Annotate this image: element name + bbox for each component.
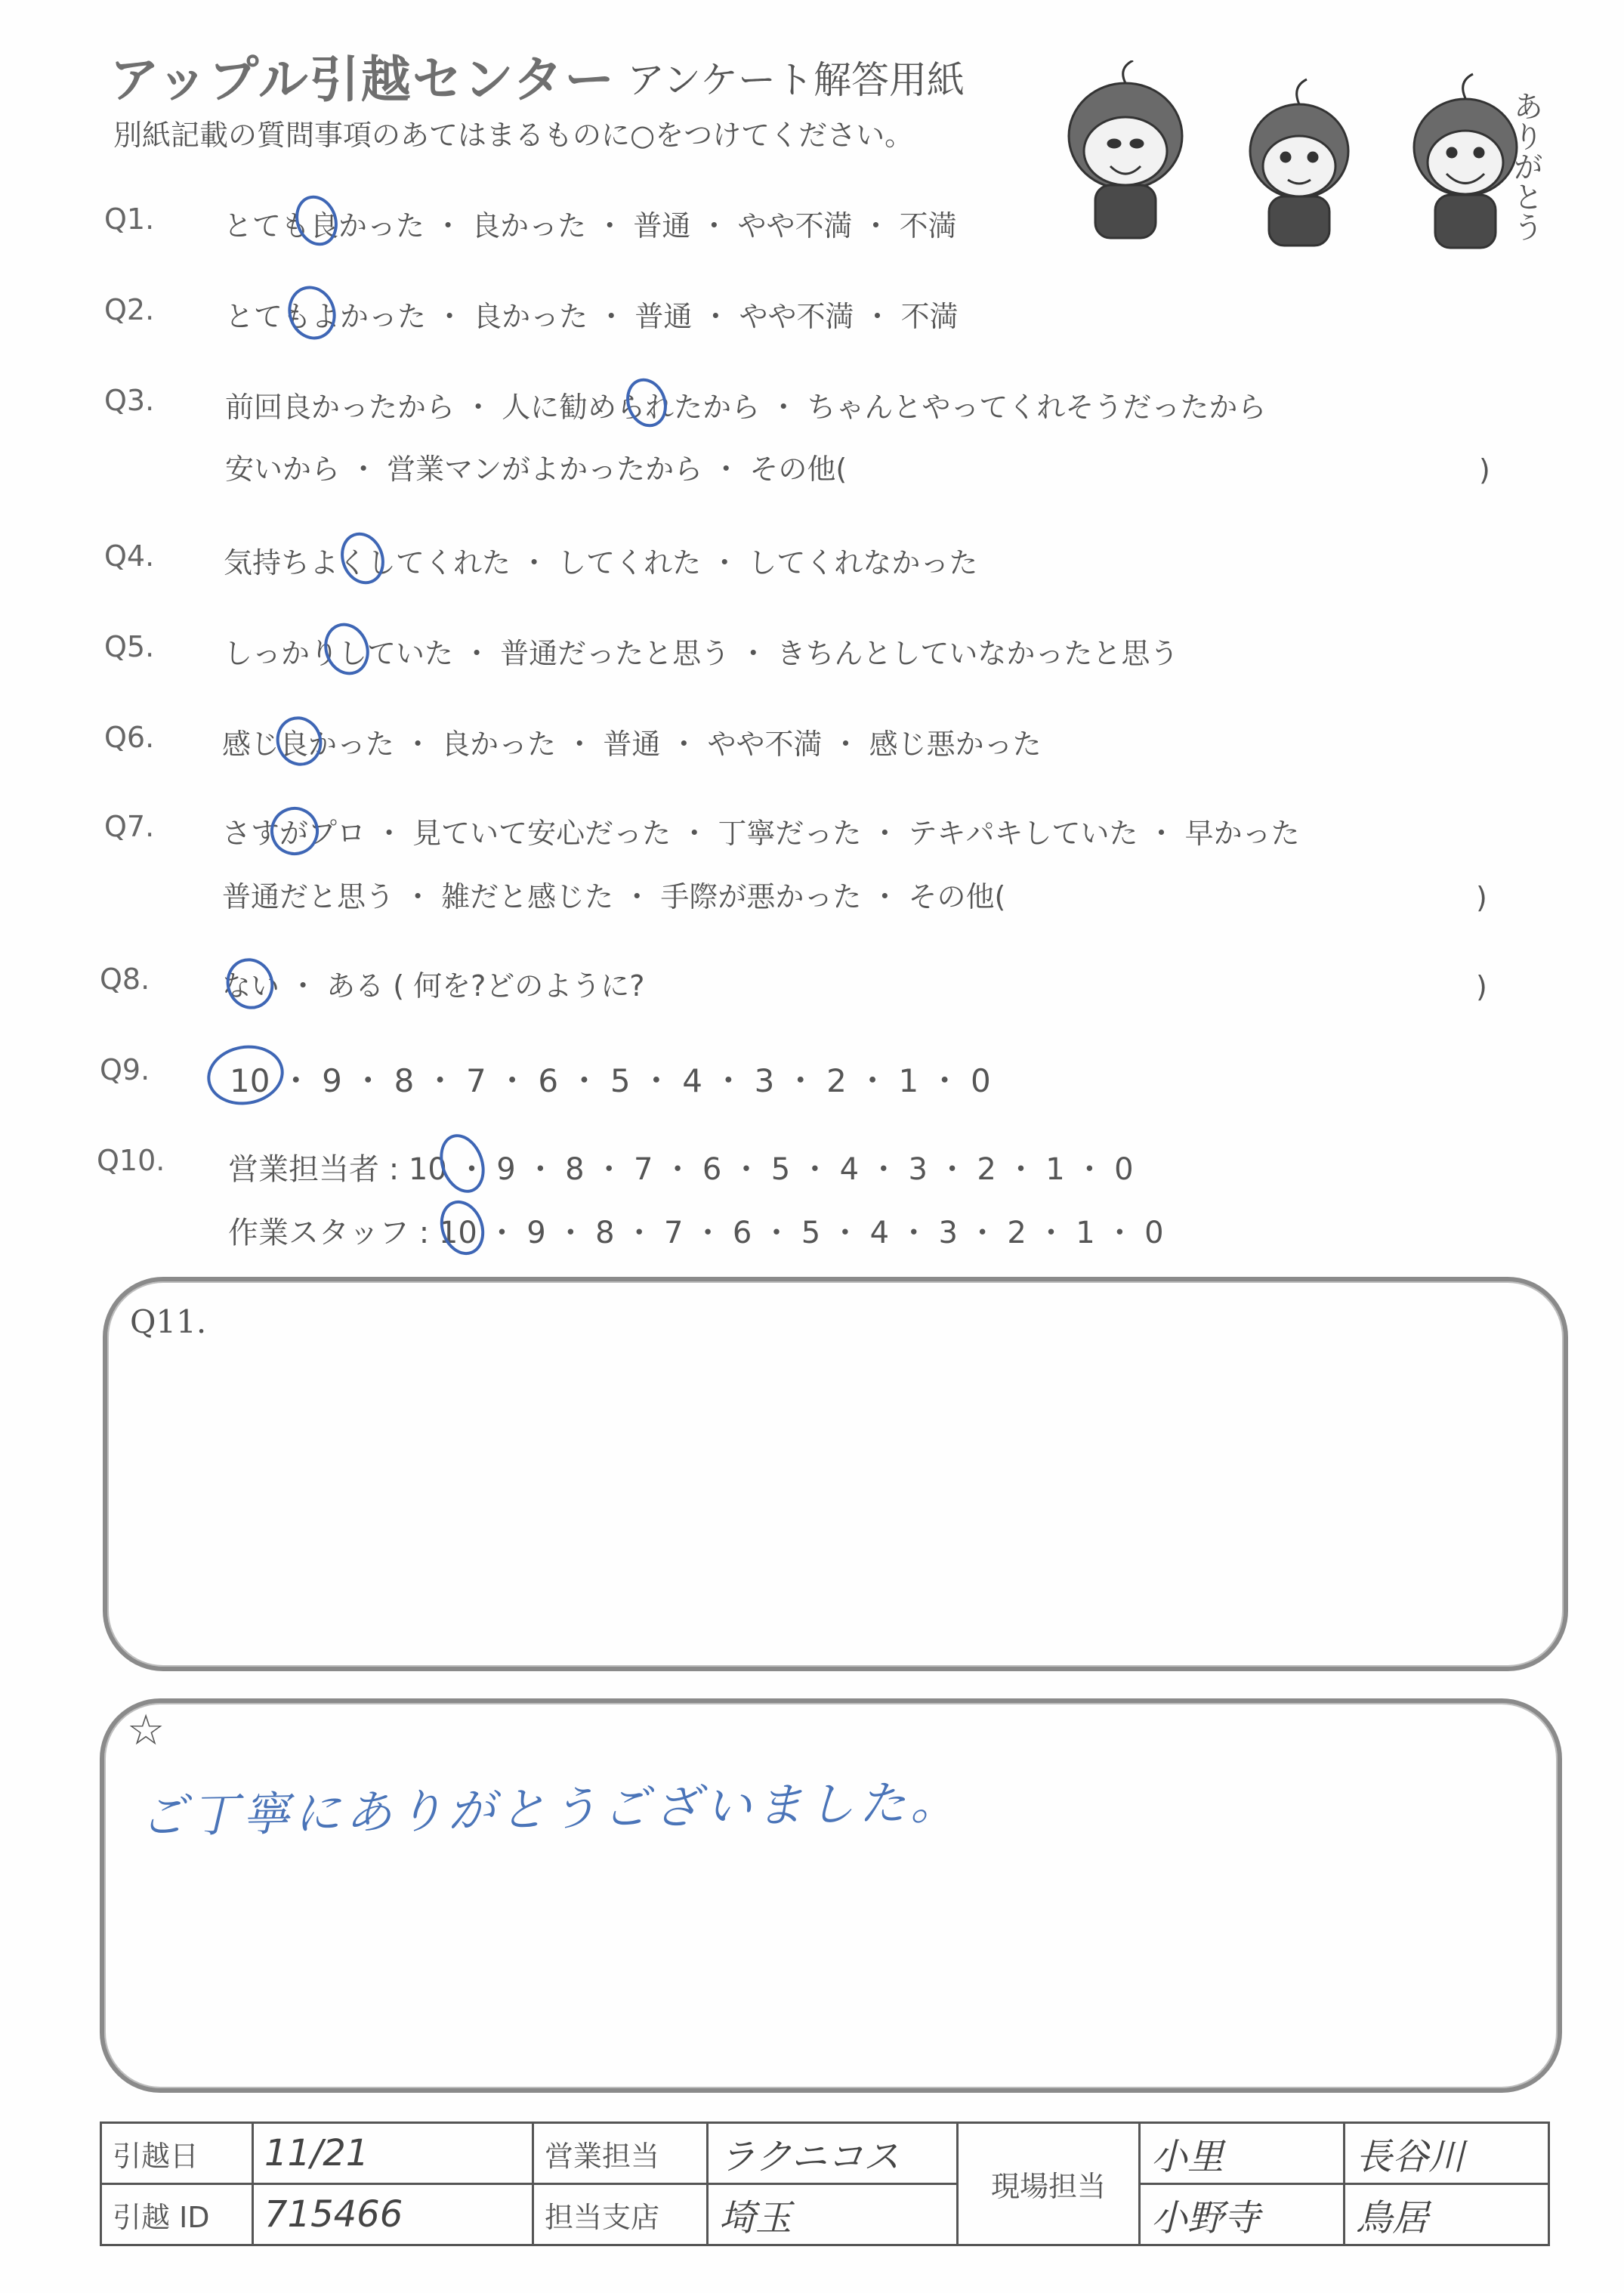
site-staff-1: 小里 xyxy=(1140,2123,1345,2184)
company-title: アップル引越センター xyxy=(110,51,616,109)
move-id-label: 引越 ID xyxy=(101,2184,253,2245)
q9-number: Q9. xyxy=(100,1053,150,1086)
q4-number: Q4. xyxy=(104,539,155,573)
q6-options[interactable]: 感じ良かった ・ 良かった ・ 普通 ・ やや不満 ・ 感じ悪かった xyxy=(222,728,1042,761)
branch-label: 担当支店 xyxy=(533,2184,708,2245)
star-icon: ☆ xyxy=(127,1706,165,1755)
move-info-table xyxy=(100,2121,1550,2246)
site-staff-2: 長谷川 xyxy=(1345,2123,1549,2184)
mascot-monkey-3-icon xyxy=(1414,74,1517,248)
free-comment-box[interactable] xyxy=(100,1698,1562,2093)
q6-number: Q6. xyxy=(104,721,155,754)
move-id-value: 715466 xyxy=(253,2184,533,2245)
q4-options[interactable]: 気持ちよくしてくれた ・ してくれた ・ してくれなかった xyxy=(224,546,978,579)
handwritten-comment: ご丁寧にありがとうございました。 xyxy=(139,1774,962,1844)
q7-options-line2[interactable]: 普通だと思う ・ 雑だと感じた ・ 手際が悪かった ・ その他( xyxy=(222,880,1006,913)
form-subtitle: アンケート解答用紙 xyxy=(627,58,965,102)
q7-paren-close: ) xyxy=(1476,881,1487,914)
q6-answer-mark xyxy=(270,710,329,773)
q10-staff-scale[interactable]: 作業スタッフ : 10 ・ 9 ・ 8 ・ 7 ・ 6 ・ 5 ・ 4 ・ 3 ・ 2 ・ 1 ・ 0 xyxy=(228,1216,1164,1250)
site-staff-3: 小野寺 xyxy=(1140,2184,1345,2245)
q3-options-line1[interactable]: 前回良かったから ・ 人に勧められたから ・ ちゃんとやってくれそうだったから xyxy=(225,391,1267,424)
q10-sales-answer-mark xyxy=(432,1128,492,1199)
q2-options[interactable]: とてもよかった ・ 良かった ・ 普通 ・ やや不満 ・ 不満 xyxy=(225,300,959,333)
q5-options[interactable]: しっかりしていた ・ 普通だったと思う ・ きちんとしていなかったと思う xyxy=(224,637,1179,670)
q8-options[interactable]: ない ・ ある ( 何を?どのように? xyxy=(222,969,645,1003)
sales-label: 営業担当 xyxy=(533,2123,708,2184)
site-staff-label: 現場担当 xyxy=(958,2123,1140,2245)
q11-label: Q11. xyxy=(130,1303,207,1340)
q7-number: Q7. xyxy=(104,810,155,843)
move-date-value: 11/21 xyxy=(253,2123,533,2184)
q8-answer-mark xyxy=(219,951,281,1015)
branch-value: 埼玉 xyxy=(708,2184,958,2245)
q9-scale[interactable]: 10 ・ 9 ・ 8 ・ 7 ・ 6 ・ 5 ・ 4 ・ 3 ・ 2 ・ 1 ・ 0 xyxy=(230,1062,991,1099)
q3-options-line2[interactable]: 安いから ・ 営業マンがよかったから ・ その他( xyxy=(225,453,848,486)
sales-value: ラクニコス xyxy=(708,2123,958,2184)
mascot-monkey-1-icon xyxy=(1069,60,1182,238)
q7-options-line1[interactable]: さすがプロ ・ 見ていて安心だった ・ 丁寧だった ・ テキパキしていた ・ 早かった xyxy=(222,817,1300,850)
q3-number: Q3. xyxy=(104,384,155,417)
q8-paren-close: ) xyxy=(1476,970,1487,1003)
q2-number: Q2. xyxy=(104,293,155,326)
q1-number: Q1. xyxy=(104,202,155,236)
move-date-label: 引越日 xyxy=(101,2123,253,2184)
q2-answer-mark xyxy=(281,280,344,347)
q11-comment-box[interactable] xyxy=(103,1277,1568,1671)
q1-options[interactable]: とても良かった ・ 良かった ・ 普通 ・ やや不満 ・ 不満 xyxy=(224,209,957,243)
q10-sales-scale[interactable]: 営業担当者 : 10 ・ 9 ・ 8 ・ 7 ・ 6 ・ 5 ・ 4 ・ 3 ・ 2 ・ 1 ・ 0 xyxy=(228,1152,1134,1187)
thanks-text: ありがとう xyxy=(1508,91,1543,242)
instructions: 別紙記載の質問事項のあてはまるものに○をつけてください。 xyxy=(113,119,914,152)
mascot-illustration xyxy=(1042,60,1571,257)
mascot-monkey-2-icon xyxy=(1250,79,1348,246)
q3-paren-close: ) xyxy=(1479,453,1490,487)
q5-number: Q5. xyxy=(104,630,155,663)
q10-number: Q10. xyxy=(97,1144,165,1177)
site-staff-4: 鳥居 xyxy=(1345,2184,1549,2245)
q8-number: Q8. xyxy=(100,963,150,996)
